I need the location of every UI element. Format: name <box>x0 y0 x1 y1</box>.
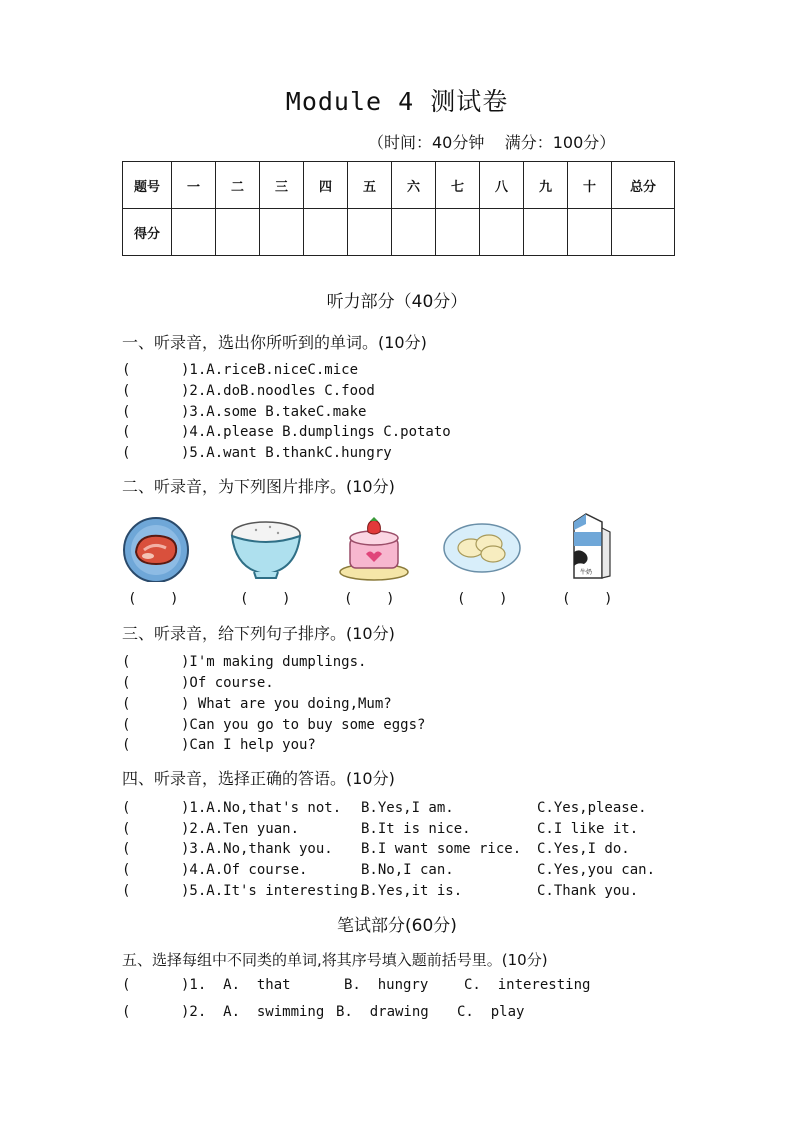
exam-info: （时间：40分钟 满分：100分） <box>368 133 616 152</box>
option-c: C. play <box>457 1004 525 1020</box>
list-item: ( )Can you go to buy some eggs? <box>122 717 426 733</box>
option-b: B. drawing <box>336 1004 429 1020</box>
list-item: ( )Can I help you? <box>122 737 316 753</box>
question-text: ( )3.A.No,thank you. <box>122 841 333 857</box>
score-input-cell[interactable] <box>172 209 216 256</box>
section2-heading: 二、听录音，为下列图片排序。(10分) <box>122 477 395 496</box>
question-text: ( )4.A.Of course. <box>122 862 308 878</box>
option-c: C.Yes,you can. <box>537 862 656 878</box>
rice-bowl-picture <box>226 512 306 582</box>
milk-label: 牛奶 <box>579 569 593 576</box>
score-table-header-row <box>123 162 675 209</box>
question-text: ( )1.A.No,that's not. <box>122 800 342 816</box>
question-text: ( )2. A. swimming <box>122 1004 325 1020</box>
score-input-cell[interactable] <box>612 209 675 256</box>
section5-heading: 五、选择每组中不同类的单词,将其序号填入题前括号里。(10分) <box>122 951 548 969</box>
answer-blank[interactable]: ( ) <box>562 591 613 607</box>
list-item: ( )1.A.riceB.niceC.mice <box>122 362 359 378</box>
list-item: ( )5.A.want B.thankC.hungry <box>122 445 392 461</box>
option-b: B.Yes,it is. <box>361 883 463 899</box>
option-c: C. interesting <box>464 977 591 993</box>
section1-heading: 一、听录音，选出你所听到的单词。(10分) <box>122 333 427 352</box>
cake-picture <box>336 512 412 582</box>
score-input-cell[interactable] <box>480 209 524 256</box>
answer-blank[interactable]: ( ) <box>457 591 508 607</box>
section3-heading: 三、听录音，给下列句子排序。(10分) <box>122 624 395 643</box>
table-cell: 题号 <box>123 162 172 209</box>
milk-carton-picture <box>560 512 616 582</box>
list-item: ( )2.A.doB.noodles C.food <box>122 383 375 399</box>
score-input-cell[interactable] <box>524 209 568 256</box>
answer-blank[interactable]: ( ) <box>344 591 395 607</box>
option-b: B. hungry <box>344 977 429 993</box>
writing-heading: 笔试部分(60分) <box>337 916 457 936</box>
option-c: C.Thank you. <box>537 883 639 899</box>
table-cell: 六 <box>392 162 436 209</box>
meat-picture <box>120 512 196 582</box>
table-cell: 四 <box>304 162 348 209</box>
section4-heading: 四、听录音，选择正确的答语。(10分) <box>122 769 395 788</box>
list-item: ( )Of course. <box>122 675 274 691</box>
option-c: C.Yes,please. <box>537 800 647 816</box>
score-input-cell[interactable] <box>392 209 436 256</box>
page-title: Module 4 测试卷 <box>285 87 509 116</box>
dumplings-plate-picture <box>441 512 523 582</box>
score-input-cell[interactable] <box>568 209 612 256</box>
score-input-cell[interactable] <box>436 209 480 256</box>
table-cell: 十 <box>568 162 612 209</box>
table-cell: 八 <box>480 162 524 209</box>
list-item: ( )4.A.please B.dumplings C.potato <box>122 424 451 440</box>
table-cell: 得分 <box>123 209 172 256</box>
score-input-cell[interactable] <box>216 209 260 256</box>
question-text: ( )5.A.It's interesting. <box>122 883 367 899</box>
answer-blank[interactable]: ( ) <box>240 591 291 607</box>
score-table <box>122 161 675 256</box>
table-cell: 三 <box>260 162 304 209</box>
option-c: C.Yes,I do. <box>537 841 630 857</box>
table-cell: 总分 <box>612 162 675 209</box>
table-cell: 二 <box>216 162 260 209</box>
option-c: C.I like it. <box>537 821 639 837</box>
table-cell: 五 <box>348 162 392 209</box>
score-table-score-row <box>123 209 675 256</box>
table-cell: 一 <box>172 162 216 209</box>
list-item: ( )3.A.some B.takeC.make <box>122 404 367 420</box>
answer-blank[interactable]: ( ) <box>128 591 179 607</box>
question-text: ( )1. A. that <box>122 977 291 993</box>
score-input-cell[interactable] <box>304 209 348 256</box>
table-cell: 七 <box>436 162 480 209</box>
score-input-cell[interactable] <box>260 209 304 256</box>
list-item: ( )I'm making dumplings. <box>122 654 367 670</box>
question-text: ( )2.A.Ten yuan. <box>122 821 300 837</box>
option-b: B.It is nice. <box>361 821 471 837</box>
table-cell: 九 <box>524 162 568 209</box>
listening-heading: 听力部分（40分） <box>326 292 468 312</box>
list-item: ( ) What are you doing,Mum? <box>122 696 392 712</box>
option-b: B.I want some rice. <box>361 841 522 857</box>
score-input-cell[interactable] <box>348 209 392 256</box>
option-b: B.No,I can. <box>361 862 454 878</box>
option-b: B.Yes,I am. <box>361 800 454 816</box>
